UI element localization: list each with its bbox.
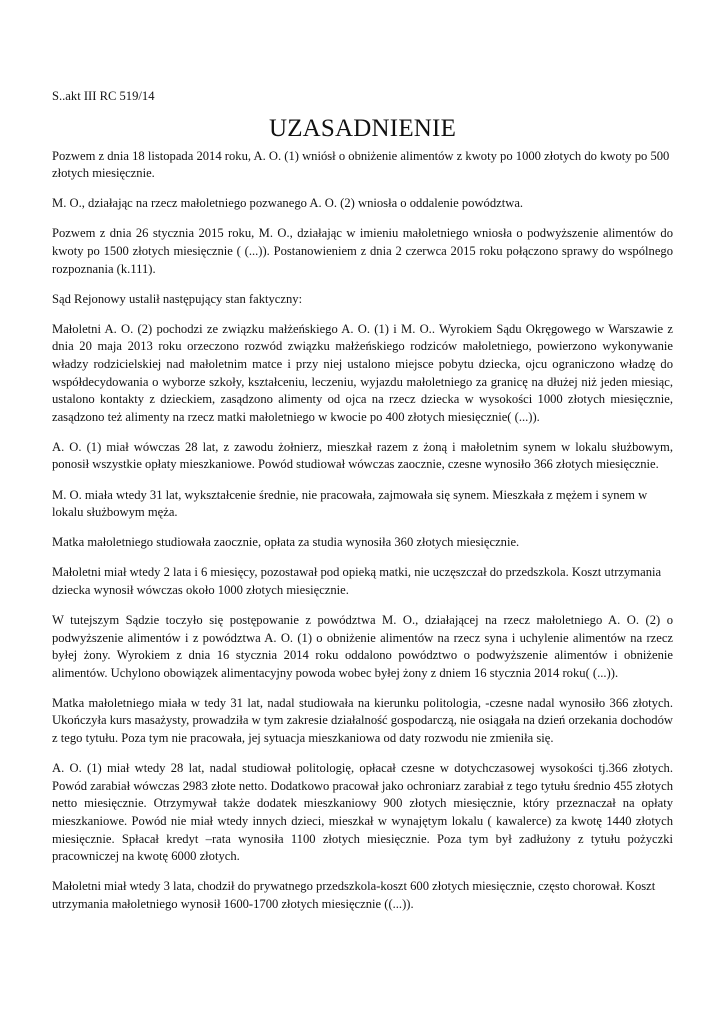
paragraph: Matka małoletniego miała w tedy 31 lat, nadal studiowała na kierunku politologia, -czesne nadal wynosiło 366 złotych. Ukończyła kurs masażysty, prowadziła w tym zakresie działalność gospodarczą, nie osiągała na dzień orzekania dochodów z tego tytułu. Poza tym nie pracowała, jej sytuacja mieszkaniowa od daty rozwodu nie zmieniła się. (52, 695, 673, 746)
paragraph: Matka małoletniego studiowała zaocznie, opłata za studia wynosiła 360 złotych miesięcznie. (52, 535, 520, 550)
paragraph: W tutejszym Sądzie toczyło się postępowanie z powództwa M. O., działającej na rzecz małoletniego A. O. (2) o podwyższenie alimentów i z powództwa A. O. (1) o obniżenie alimentów na rzecz syna i uchylenie alimentów na rzecz byłej żony. Wyrokiem z dnia 16 stycznia 2014 roku oddalono powództwo o podwyższenie alimentów i obniżenie alimentów. Uchylono obowiązek alimentacyjny powoda wobec byłej żony z dniem 16 stycznia 2014 roku( (...)). (52, 612, 673, 680)
document-page (52, 88, 673, 926)
paragraph: A. O. (1) miał wtedy 28 lat, nadal studiował politologię, opłacał czesne w dotychczasowej wysokości tj.366 złotych. Powód zarabiał wówczas 2983 złote netto. Dodatkowo pracował jako ochroniarz zarabiał z tego tytułu średnio 455 złotych netto miesięcznie. Otrzymywał także dodatek mieszkaniowy 900 złotych miesięcznie, który przeznaczał na opłaty mieszkaniowe. Powód nie miał wtedy innych dzieci, mieszkał w wynajętym lokalu ( kawalerce) za kwotę 1440 złotych miesięcznie. Spłacał kredyt –rata wynosiła 1100 złotych miesięcznie. Poza tym był zadłużony z tytułu pożyczki pracowniczej na kwotę 6000 złotych. (52, 761, 673, 864)
case-reference: S..akt III RC 519/14 (52, 89, 155, 103)
paragraph: Pozwem z dnia 18 listopada 2014 roku, A. O. (1) wniósł o obniżenie alimentów z kwoty po 1000 złotych do kwoty po 500 złotych miesięcznie. (52, 148, 670, 181)
paragraph: M. O. miała wtedy 31 lat, wykształcenie średnie, nie pracowała, zajmowała się synem. Mieszkała z mężem i synem w lokalu służbowym męża. (52, 487, 648, 520)
paragraph: Małoletni miał wtedy 3 lata, chodził do prywatnego przedszkola-koszt 600 złotych miesięcznie, często chorował. Koszt utrzymania małoletniego wynosił 1600-1700 złotych miesięcznie ((...)). (52, 879, 656, 911)
document-title: UZASADNIENIE (268, 114, 457, 142)
paragraph: Sąd Rejonowy ustalił następujący stan faktyczny: (52, 291, 303, 306)
paragraph: A. O. (1) miał wówczas 28 lat, z zawodu żołnierz, mieszkał razem z żoną i małoletnim synem w lokalu służbowym, ponosił wszystkie opłaty mieszkaniowe. Powód studiował wówczas zaocznie, czesne wynosiło 366 złotych miesięcznie. (52, 439, 673, 472)
paragraph: Pozwem z dnia 26 stycznia 2015 roku, M. O., działając w imieniu małoletniego wniosła o podwyższenie alimentów do kwoty po 1500 złotych miesięcznie ( (...)). Postanowieniem z dnia 2 czerwca 2015 roku połączono sprawy do wspólnego rozpoznania (k.111). (52, 226, 673, 276)
paragraph: Małoletni A. O. (2) pochodzi ze związku małżeńskiego A. O. (1) i M. O.. Wyrokiem Sądu Okręgowego w Warszawie z dnia 20 maja 2013 roku orzeczono rozwód związku małżeńskiego rodziców małoletniego, powierzono wykonywanie władzy rodzicielskiej nad małoletnim matce i przy niej ustalono miejsce pobytu dziecka, ojcu ograniczono władzę do współdecydowania o wyborze szkoły, kształceniu, leczeniu, wyjazdu małoletniego za granicę na dłużej niż jeden miesiąc, ustalono kontakty z dzieckiem, zasądzono alimenty od ojca na rzecz dziecka w wysokości 1000 złotych miesięcznie, zasądzono też alimenty na rzecz matki małoletniego w kwocie po 400 złotych miesięcznie( (...)). (52, 321, 673, 424)
paragraph: Małoletni miał wtedy 2 lata i 6 miesięcy, pozostawał pod opieką matki, nie uczęszczał do przedszkola. Koszt utrzymania dziecka wynosił wówczas około 1000 złotych miesięcznie. (52, 565, 662, 597)
paragraph: M. O., działając na rzecz małoletniego pozwanego A. O. (2) wniosła o oddalenie powództwa. (52, 196, 524, 211)
